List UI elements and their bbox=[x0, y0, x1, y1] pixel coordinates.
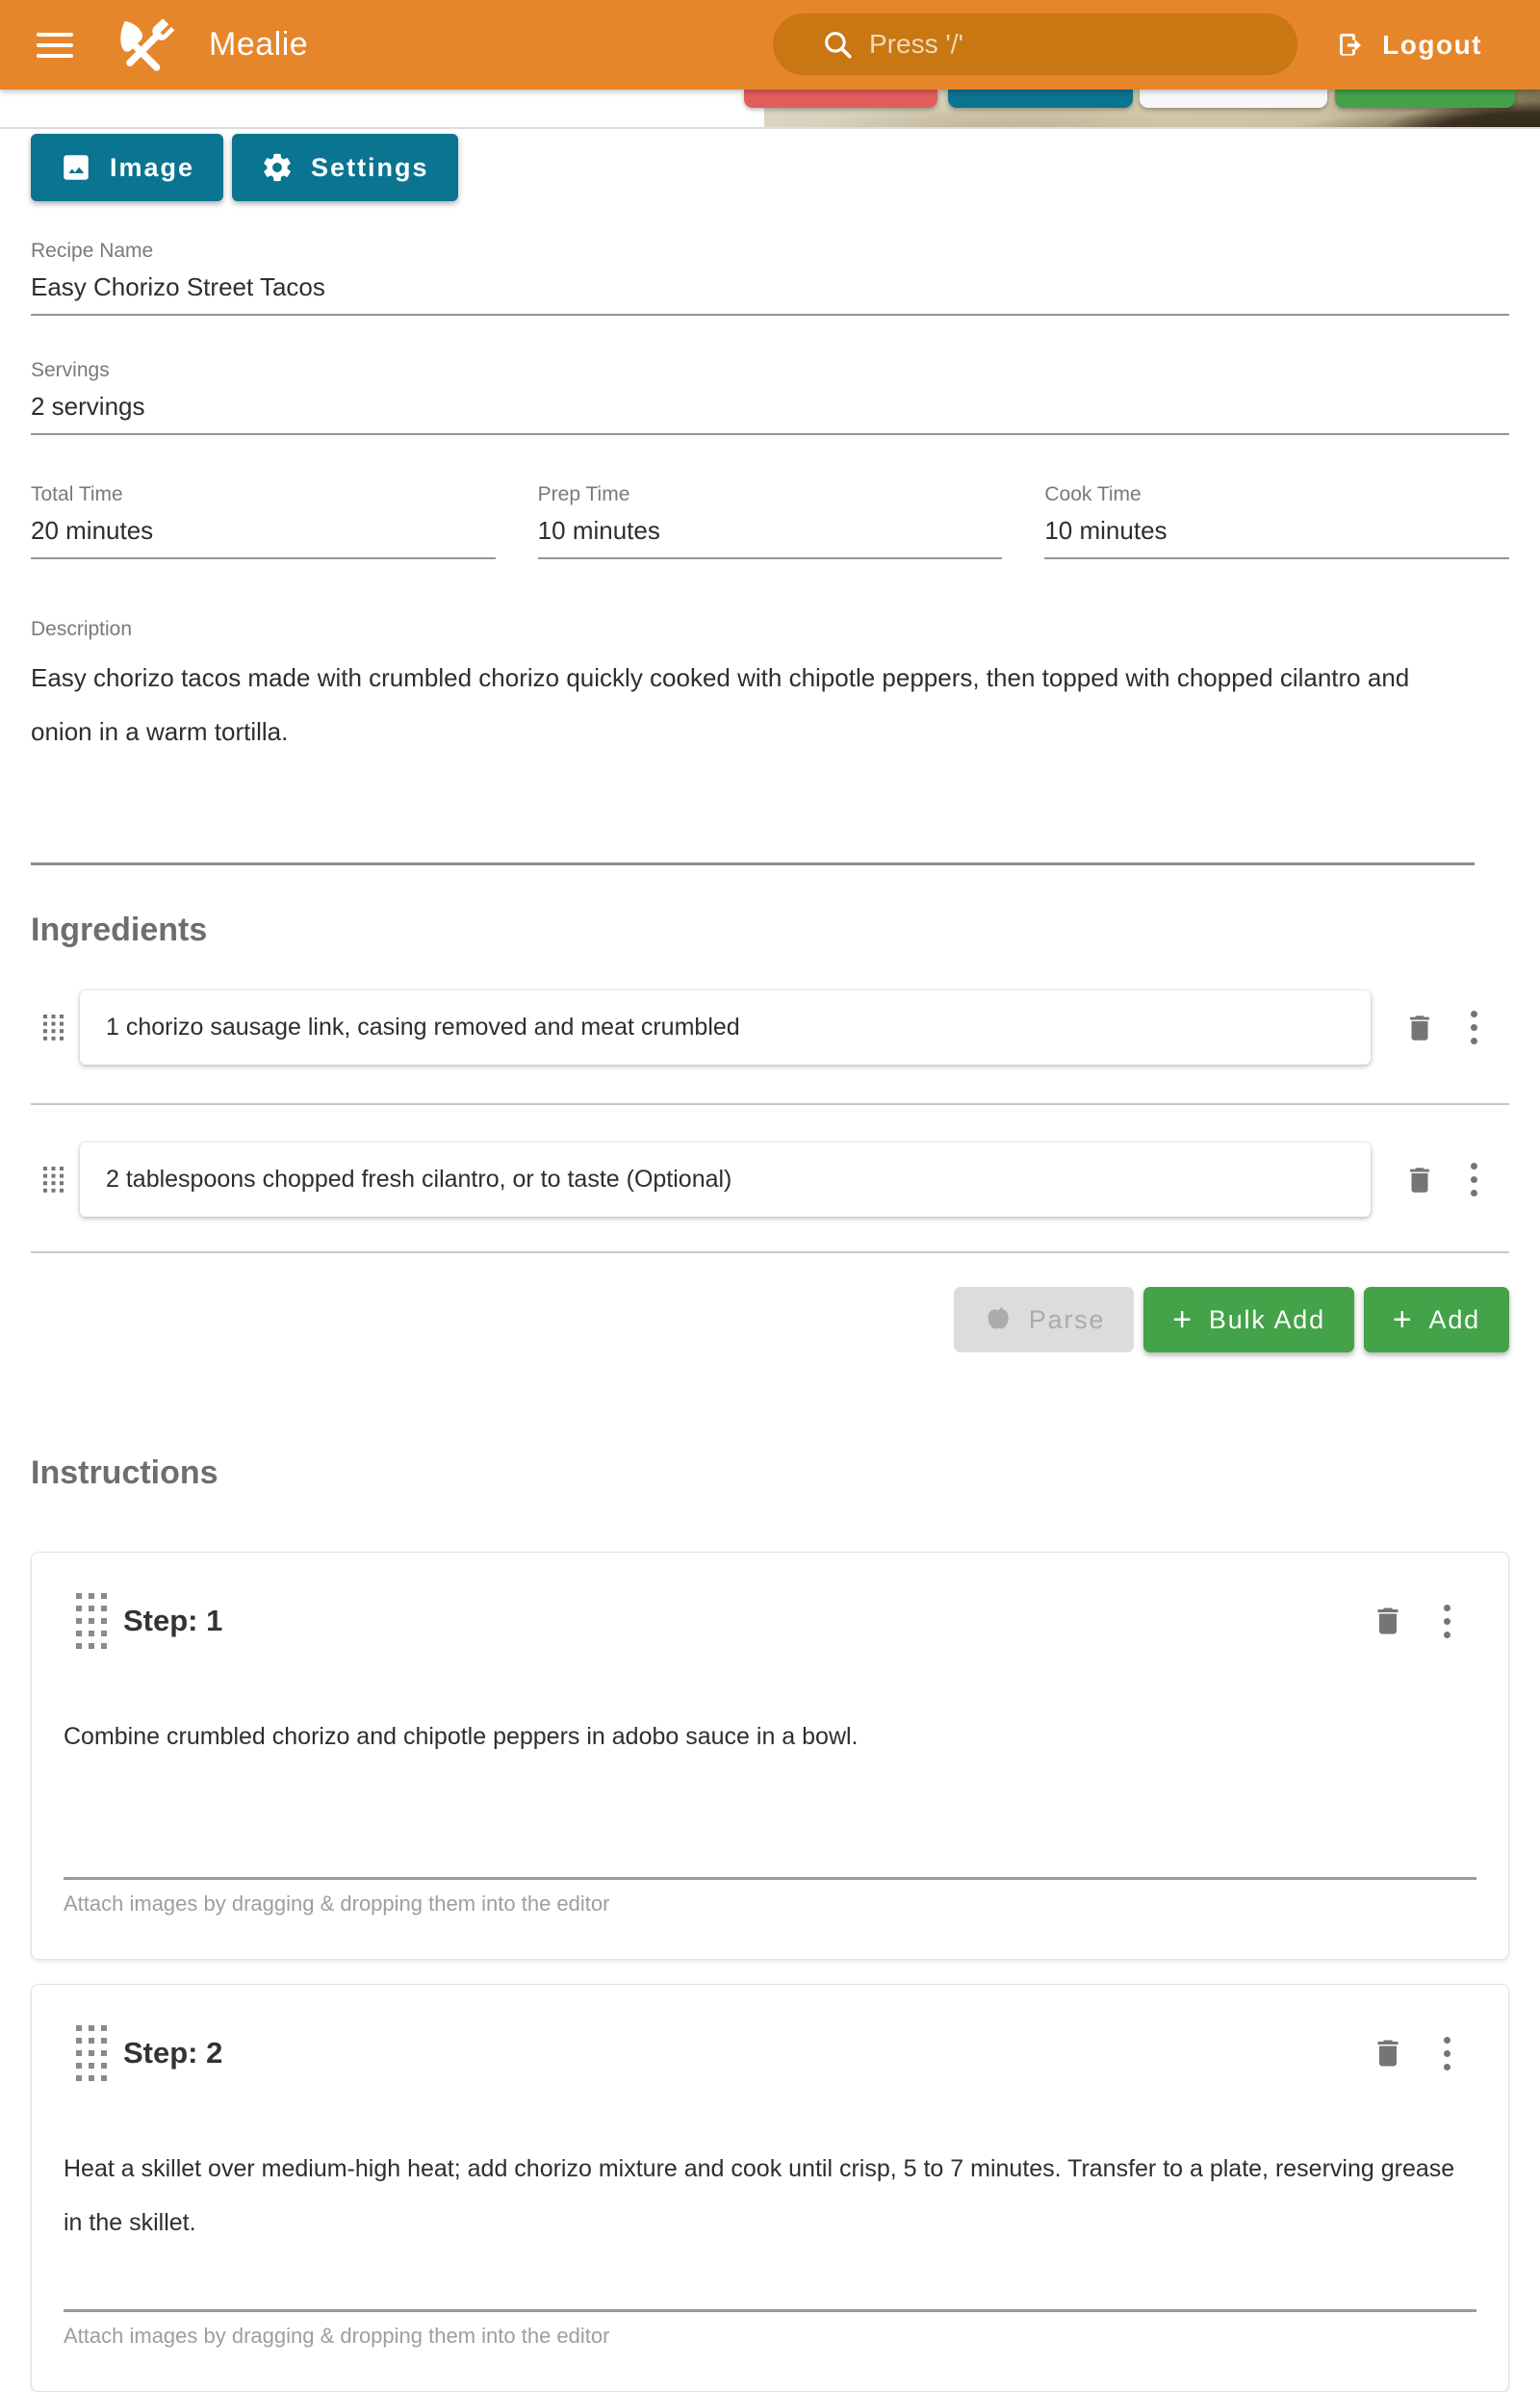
recipe-hero-strip bbox=[0, 90, 1540, 129]
search-input[interactable] bbox=[869, 29, 1235, 60]
total-time-label: Total Time bbox=[31, 483, 123, 505]
attach-images-hint: Attach images by dragging & dropping them into the editor bbox=[64, 1891, 610, 1916]
prep-time-input[interactable]: 10 minutes bbox=[538, 516, 1003, 559]
editor-divider bbox=[64, 2309, 1476, 2312]
ingredient-actions bbox=[1371, 1011, 1509, 1044]
step-header bbox=[32, 1985, 1508, 2081]
ingredients-heading: Ingredients bbox=[31, 912, 208, 948]
ingredient-actions bbox=[1371, 1163, 1509, 1196]
step-title: Step: 1 bbox=[123, 1604, 223, 1637]
step-title: Step: 2 bbox=[123, 2036, 223, 2070]
recipe-name-input[interactable]: Easy Chorizo Street Tacos bbox=[31, 272, 1509, 316]
ingredient-menu-button[interactable] bbox=[1471, 1011, 1477, 1044]
image-button[interactable] bbox=[31, 134, 223, 201]
description-textarea[interactable]: Easy chorizo tacos made with crumbled chorizo quickly cooked with chipotle peppers, then topped with chopped cilantro and onion in a warm tortilla. bbox=[31, 651, 1475, 865]
prep-time-label: Prep Time bbox=[537, 483, 630, 505]
drag-handle-icon[interactable] bbox=[43, 1167, 64, 1193]
attach-images-hint: Attach images by dragging & dropping them into the editor bbox=[64, 2324, 610, 2348]
ingredient-row bbox=[31, 990, 1509, 1065]
trash-icon bbox=[1371, 2036, 1405, 2070]
ingredient-input[interactable]: 2 tablespoons chopped fresh cilantro, or to taste (Optional) bbox=[80, 1143, 1371, 1217]
step-header bbox=[32, 1553, 1508, 1649]
hero-cropped-button-red[interactable] bbox=[744, 90, 937, 108]
delete-step-button[interactable] bbox=[1371, 2036, 1405, 2070]
drag-handle-icon[interactable] bbox=[43, 1015, 64, 1041]
ingredient-divider bbox=[31, 1251, 1509, 1253]
hamburger-menu-icon[interactable] bbox=[37, 33, 73, 58]
kebab-icon bbox=[1444, 2037, 1450, 2044]
image-icon bbox=[60, 151, 92, 184]
bulk-add-button[interactable] bbox=[1143, 1287, 1354, 1352]
description-label: Description bbox=[31, 618, 133, 640]
apple-icon bbox=[983, 1304, 1014, 1335]
kebab-icon bbox=[1471, 1011, 1477, 1017]
delete-ingredient-button[interactable] bbox=[1403, 1012, 1436, 1044]
app-title: Mealie bbox=[209, 26, 309, 63]
parse-button-label: Parse bbox=[1028, 1304, 1106, 1334]
gear-icon bbox=[261, 151, 294, 184]
cook-time-input[interactable]: 10 minutes bbox=[1044, 516, 1509, 559]
drag-handle-icon[interactable] bbox=[76, 2025, 107, 2081]
ingredient-buttons-row bbox=[31, 1287, 1509, 1352]
drag-handle-icon[interactable] bbox=[76, 1593, 107, 1649]
add-ingredient-button[interactable] bbox=[1364, 1287, 1509, 1352]
instructions-heading: Instructions bbox=[31, 1454, 218, 1491]
image-button-label: Image bbox=[110, 152, 195, 182]
kebab-icon bbox=[1444, 1605, 1450, 1611]
step-text-editor[interactable]: Heat a skillet over medium-high heat; add chorizo mixture and cook until crisp, 5 to 7 minutes. Transfer to a plate, reserving grease in the skillet. bbox=[64, 2155, 1455, 2236]
logout-label: Logout bbox=[1382, 29, 1482, 60]
ingredient-menu-button[interactable] bbox=[1471, 1163, 1477, 1196]
step-menu-button[interactable] bbox=[1444, 2037, 1450, 2070]
step-menu-button[interactable] bbox=[1444, 1605, 1450, 1638]
bulk-add-button-label: Bulk Add bbox=[1208, 1304, 1325, 1334]
search-icon bbox=[821, 28, 854, 61]
settings-button-label: Settings bbox=[311, 152, 429, 182]
total-time-field bbox=[31, 484, 496, 559]
hero-cropped-button-green[interactable] bbox=[1335, 90, 1515, 108]
instruction-step-card bbox=[31, 1984, 1509, 2392]
logout-button[interactable] bbox=[1336, 0, 1482, 90]
recipe-editor bbox=[0, 134, 1540, 2392]
recipe-name-label: Recipe Name bbox=[31, 240, 154, 262]
plus-icon: + bbox=[1392, 1301, 1414, 1338]
description-field bbox=[31, 619, 1509, 865]
instruction-step-card bbox=[31, 1552, 1509, 1960]
recipe-name-field bbox=[31, 241, 1509, 316]
ingredient-row bbox=[31, 1143, 1509, 1217]
cook-time-field bbox=[1044, 484, 1509, 559]
hero-cropped-button-white[interactable] bbox=[1140, 90, 1327, 108]
total-time-input[interactable]: 20 minutes bbox=[31, 516, 496, 559]
add-button-label: Add bbox=[1428, 1304, 1480, 1334]
editor-toolbar bbox=[31, 134, 1509, 201]
ingredient-input[interactable]: 1 chorizo sausage link, casing removed and meat crumbled bbox=[80, 990, 1371, 1065]
mealie-logo-icon bbox=[114, 13, 177, 77]
ingredient-divider bbox=[31, 1103, 1509, 1105]
logout-icon bbox=[1336, 30, 1367, 61]
trash-icon bbox=[1403, 1012, 1436, 1044]
trash-icon bbox=[1403, 1164, 1436, 1196]
time-fields-row bbox=[31, 484, 1509, 559]
editor-divider bbox=[64, 1877, 1476, 1880]
servings-field bbox=[31, 360, 1509, 435]
delete-ingredient-button[interactable] bbox=[1403, 1164, 1436, 1196]
settings-button[interactable] bbox=[232, 134, 458, 201]
parse-button[interactable] bbox=[954, 1287, 1135, 1352]
cook-time-label: Cook Time bbox=[1044, 483, 1142, 505]
plus-icon: + bbox=[1172, 1301, 1194, 1338]
servings-input[interactable]: 2 servings bbox=[31, 392, 1509, 435]
trash-icon bbox=[1371, 1604, 1405, 1638]
search-bar[interactable] bbox=[773, 13, 1297, 75]
app-bar bbox=[0, 0, 1540, 90]
kebab-icon bbox=[1471, 1163, 1477, 1170]
delete-step-button[interactable] bbox=[1371, 1604, 1405, 1638]
prep-time-field bbox=[538, 484, 1003, 559]
hero-cropped-button-teal[interactable] bbox=[948, 90, 1133, 108]
servings-label: Servings bbox=[31, 359, 110, 381]
step-text-editor[interactable]: Combine crumbled chorizo and chipotle peppers in adobo sauce in a bowl. bbox=[64, 1723, 859, 1750]
